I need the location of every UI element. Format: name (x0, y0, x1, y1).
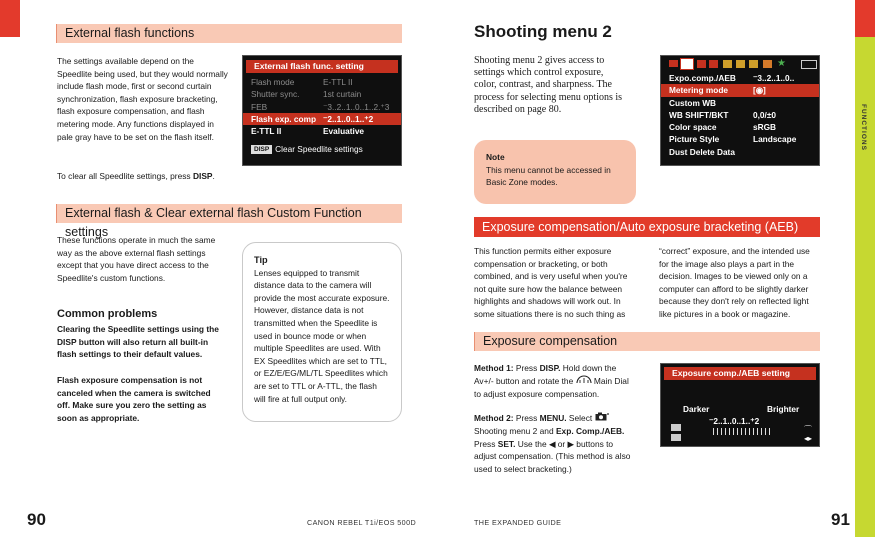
shooting-menu-2-screen (660, 55, 820, 166)
section-header-exposure-compensation: Exposure compensation (474, 332, 820, 351)
darker-label: Darker (683, 404, 710, 414)
right-arrow-icon: ▶ (567, 438, 574, 449)
metering-mode-row: Metering mode [◉] (661, 84, 819, 96)
aeb-icon (671, 434, 681, 441)
left-corner-tab (0, 0, 20, 37)
note-box (474, 140, 636, 204)
color-space-row: Color space sRGB (669, 122, 777, 133)
exposure-comp-aeb-screen (660, 363, 820, 447)
note-text: This menu cannot be accessed in Basic Zone modes. (486, 164, 611, 188)
setup-tab-3-icon (749, 60, 758, 68)
intro-paragraph: Shooting menu 2 gives access to settings which control exposure, color, contrast, and sharpness. The process for selecting menu options is described on page 80. (474, 55, 623, 115)
clear-text: To clear all Speedlite settings, press (57, 171, 193, 181)
left-arrow-icon: ◀ (548, 438, 556, 449)
external-flash-paragraph: The settings available depend on the Speedlite being used, but they would normally include flash mode, first or second curtain synchronization, flash exposure bracketing, flash exposure compensation, and flash metering mode. Any functions displayed in pale gray have to be set on the flash itself. (57, 56, 228, 142)
common-problems-heading: Common problems (57, 308, 158, 320)
right-page-number: 91 (831, 510, 850, 529)
aeb-paragraph-col2: “correct” exposure, and the intended use for the image also plays a part in the decision. Images to be viewed only on a computer can afford to be slightly darker because they don't rely on reflected light like pictures in a book or magazine. (659, 246, 810, 319)
my-menu-tab-icon: ★ (777, 58, 786, 69)
custom-function-tab-icon (763, 60, 772, 68)
menu-tab-strip (661, 56, 819, 72)
setup-tab-icon (723, 60, 732, 68)
clear-settings-row (243, 143, 401, 155)
dust-delete-row: Dust Delete Data (669, 146, 735, 157)
common-problem-2: Flash exposure compensation is not canceled when the camera is switched off. Make sure you zero the setting as soon as appropriate. (57, 375, 211, 423)
note-title: Note (486, 152, 505, 162)
method-2-text: Method 2: Press MENU. Select Shooting menu 2 and Exp. Comp./AEB. Press SET. Use the ◀ or ▶ buttons to adjust compensation. (This method is also used to select bracketing.) (474, 413, 631, 474)
brighter-label: Brighter (767, 404, 800, 414)
arrows-icon: ◂▸ (804, 434, 813, 443)
method-1-text: Method 1: Press DISP. Hold down the Av+/- button and rotate the Main Dial to adjust exposure compensation. (474, 363, 629, 399)
exp-comp-icon (671, 424, 681, 431)
clear-external-flash-paragraph: These functions operate in much the same way as the above external flash settings except that you have direct access to the Speedlite's custom functions. (57, 235, 216, 283)
camera-icon (595, 412, 609, 425)
picture-style-row: Picture Style Landscape (669, 134, 797, 145)
exposure-scale: ⁻2..1..0..1..⁺2 (709, 416, 760, 426)
dial-icon: ⌒ (804, 425, 812, 434)
aeb-paragraph-col1: This function permits either exposure compensation or bracketing, or both combined, and is very useful when you're not quite sure how the balance between highlights and shadows will work out. In some situations there is no such thing as (474, 246, 628, 319)
custom-wb-row: Custom WB (669, 97, 717, 108)
tip-title: Tip (254, 255, 268, 265)
main-dial-icon (576, 375, 592, 388)
chapter-side-tab (855, 37, 875, 537)
disp-key-label: DISP (192, 171, 213, 181)
camera-tab-icon (669, 60, 678, 67)
shutter-sync-row: Shutter sync. 1st curtain (251, 89, 362, 100)
setup-tab-2-icon (736, 60, 745, 68)
clear-speedlite-instruction (57, 170, 229, 183)
tip-text: Lenses equipped to transmit distance data to the camera will provide the most accurate exposure. However, distance data is not transmitted when the Speedlite is used in bounce mode or when multiple Speedlites are used. With EX Speedlites which are set to TTL, or EZ/E/EG/ML/TL Speedlites which are set to TTL or A-TTL, the flash will fire at full output only. (254, 267, 390, 404)
playback-tab-2-icon (709, 60, 718, 68)
shooting-menu-2-tab-icon (680, 58, 694, 70)
tip-box (242, 242, 402, 422)
ettl-row: E-TTL II Evaluative (251, 126, 365, 137)
right-page-top-tab (855, 0, 875, 37)
external-flash-settings-screen (242, 55, 402, 166)
flash-mode-row: Flash mode E-TTL II (251, 77, 353, 87)
chapter-side-label: FUNCTIONS (860, 104, 867, 151)
feb-row: FEB ⁻3..2..1..0..1..2.⁺3 (251, 101, 390, 112)
left-footer-title: CANON REBEL T1i/EOS 500D (307, 518, 417, 527)
section-header-external-flash-functions: External flash functions (56, 24, 402, 43)
expo-comp-row: Expo.comp./AEB ⁻3..2..1..0.. (669, 73, 795, 83)
left-page-number: 90 (27, 510, 46, 529)
page-title: Shooting menu 2 (474, 22, 612, 41)
clear-settings-label: Clear Speedlite settings (275, 144, 363, 155)
clear-suffix: . (212, 171, 215, 181)
right-footer-title: THE EXPANDED GUIDE (474, 518, 562, 527)
info-badge-icon (801, 60, 817, 69)
scale-ticks (713, 428, 773, 435)
screen-3-title: Exposure comp./AEB setting (664, 367, 816, 380)
disp-badge: DISP (251, 145, 272, 154)
section-header-aeb: Exposure compensation/Auto exposure bracketing (AEB) (474, 217, 820, 237)
flash-exp-comp-row: Flash exp. comp ⁻2..1..0..1..⁺2 (243, 113, 401, 125)
wb-shift-row: WB SHIFT/BKT 0,0/±0 (669, 109, 777, 120)
section-header-clear-external-flash: External flash & Clear external flash Custom Function settings (56, 204, 402, 223)
playback-tab-icon (697, 60, 706, 68)
common-problem-1: Clearing the Speedlite settings using the DISP button will also return all built-in flash settings to their default values. (57, 324, 219, 360)
screen-title: External flash func. setting (246, 60, 398, 73)
